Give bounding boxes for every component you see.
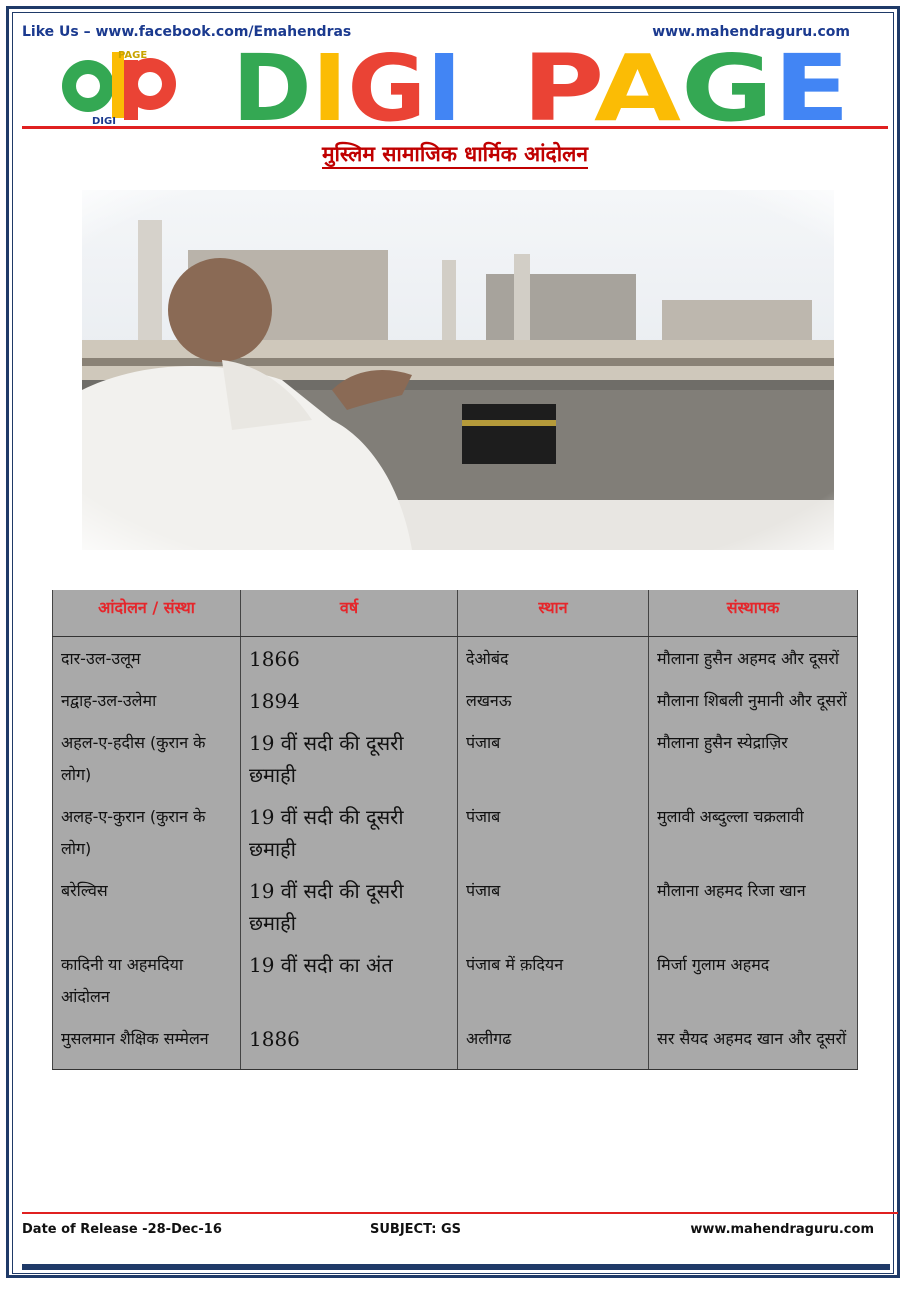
movements-table [52, 590, 858, 1070]
header-year: वर्ष [241, 590, 458, 637]
table-row [53, 637, 858, 680]
cell-year: 19 वीं सदी का अंत [241, 943, 458, 1017]
cell-year: 19 वीं सदी की दूसरी छमाही [241, 869, 458, 943]
cell-movement: अलह-ए-कुरान (कुरान के लोग) [53, 795, 241, 869]
cell-place: देओबंद [458, 637, 649, 680]
header-place: स्थान [458, 590, 649, 637]
cell-place: पंजाब [458, 869, 649, 943]
header-movement: आंदोलन / संस्था [53, 590, 241, 637]
cell-year: 1866 [241, 637, 458, 680]
site-link-top[interactable]: www.mahendraguru.com [652, 24, 850, 40]
cell-founder: मिर्जा गुलाम अहमद [649, 943, 858, 1017]
table-row [53, 679, 858, 721]
cell-founder: मौलाना हुसैन स्येद्राज़िर [649, 721, 858, 795]
table-header-row [53, 590, 858, 637]
facebook-link[interactable]: Like Us – www.facebook.com/Emahendras [22, 24, 352, 40]
header-founder: संस्थापक [649, 590, 858, 637]
table-row [53, 1017, 858, 1070]
cell-movement: बरेल्विस [53, 869, 241, 943]
cell-movement: अहल-ए-हदीस (कुरान के लोग) [53, 721, 241, 795]
cell-founder: मौलाना अहमद रिजा खान [649, 869, 858, 943]
table-row [53, 721, 858, 795]
cell-place: पंजाब [458, 721, 649, 795]
brand-word-page: P A G E [522, 42, 837, 126]
cell-founder: मौलाना शिबली नुमानी और दूसरों [649, 679, 858, 721]
digi-page-wordmark [232, 42, 852, 126]
release-date: Date of Release -28-Dec-16 [22, 1222, 222, 1237]
page-title-text: मुस्लिम सामाजिक धार्मिक आंदोलन [322, 142, 588, 169]
table-row [53, 869, 858, 943]
cell-place: पंजाब में क़दियन [458, 943, 649, 1017]
cell-founder: सर सैयद अहमद खान और दूसरों [649, 1017, 858, 1070]
cell-movement: नद्वाह-उल-उलेमा [53, 679, 241, 721]
cell-place: पंजाब [458, 795, 649, 869]
subject-label: SUBJECT: GS [370, 1222, 461, 1237]
brand-word-digi: DIGI [232, 42, 461, 126]
cell-year: 1894 [241, 679, 458, 721]
cell-year: 19 वीं सदी की दूसरी छमाही [241, 721, 458, 795]
cell-founder: मौलाना हुसैन अहमद और दूसरों [649, 637, 858, 680]
cell-year: 19 वीं सदी की दूसरी छमाही [241, 795, 458, 869]
cell-movement: कादिनी या अहमदिया आंदोलन [53, 943, 241, 1017]
cell-place: लखनऊ [458, 679, 649, 721]
cell-year: 1886 [241, 1017, 458, 1070]
cell-movement: मुसलमान शैक्षिक सम्मेलन [53, 1017, 241, 1070]
logo-text-bottom: DIGI [92, 116, 116, 126]
cell-founder: मुलावी अब्दुल्ला चक्रलावी [649, 795, 858, 869]
cell-movement: दार-उल-उलूम [53, 637, 241, 680]
bottom-band [22, 1264, 890, 1270]
logo-text-top: PAGE [118, 50, 148, 61]
site-link-bottom[interactable]: www.mahendraguru.com [690, 1222, 874, 1237]
table-row [53, 795, 858, 869]
mecca-prayer-photo [82, 190, 834, 550]
page-title [0, 140, 910, 168]
header-divider [22, 126, 888, 129]
digi-page-logo [52, 46, 182, 126]
footer-divider [22, 1212, 898, 1214]
cell-place: अलीगढ [458, 1017, 649, 1070]
table-row [53, 943, 858, 1017]
